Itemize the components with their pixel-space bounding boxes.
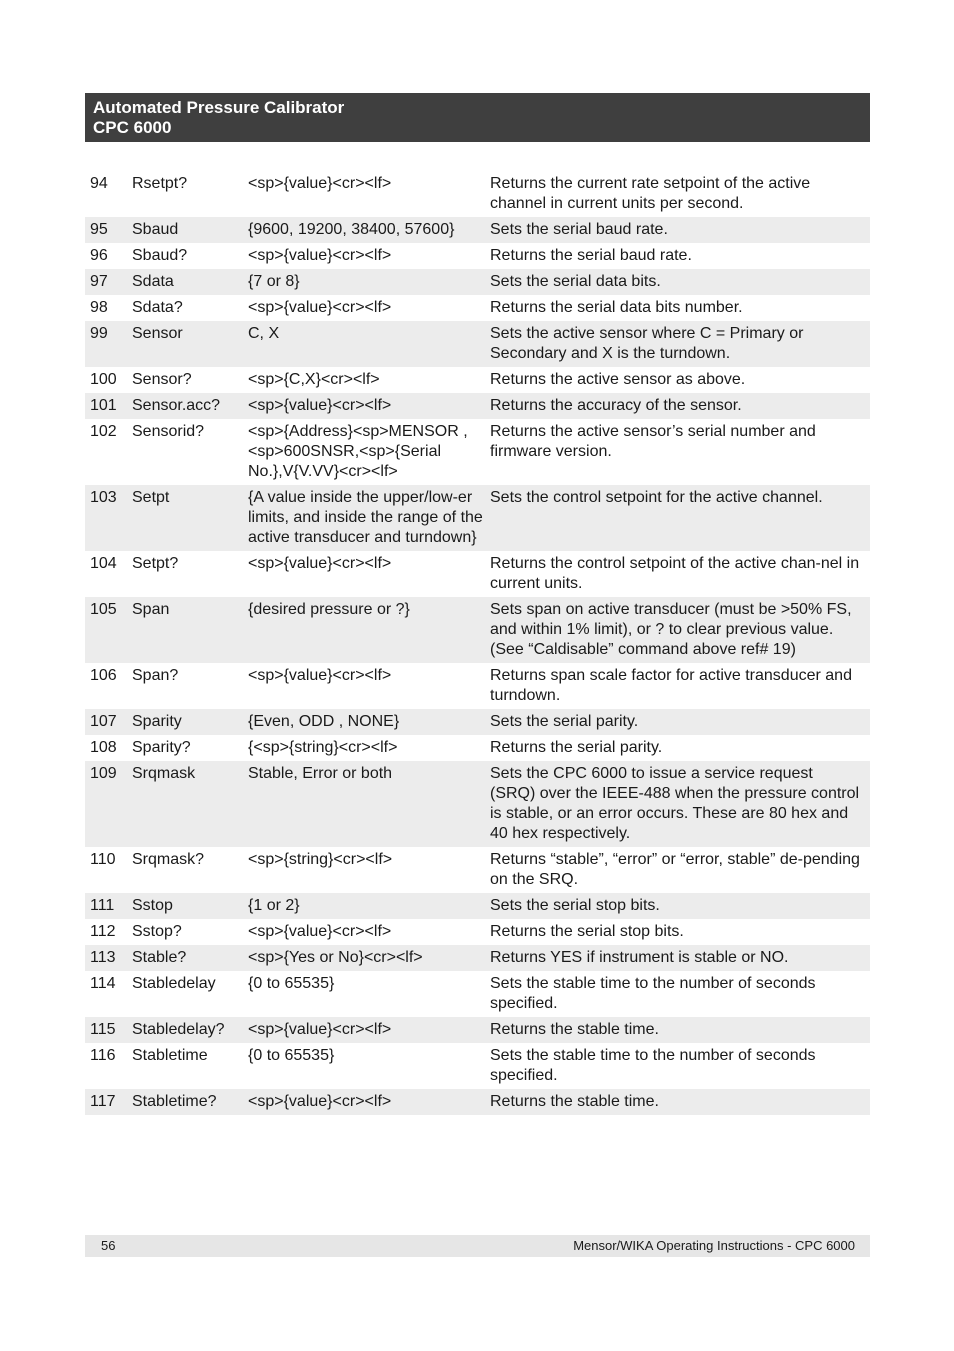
table-row bbox=[85, 485, 870, 551]
row-description: Sets the stable time to the number of seconds specified. bbox=[490, 1047, 816, 1084]
row-parameter: {0 to 65535} bbox=[248, 1047, 335, 1064]
row-description: Sets the serial parity. bbox=[490, 709, 870, 735]
row-parameter: <sp>{C,X}<cr><lf> bbox=[248, 371, 380, 388]
row-command: Stable? bbox=[132, 945, 248, 971]
row-description: Returns the active sensor as above. bbox=[490, 371, 746, 388]
row-number: 115 bbox=[85, 1017, 132, 1043]
row-parameter: <sp>{Address}<sp>MENSOR ,<sp>600SNSR,<sp>{Serial No.},V{V.VV}<cr><lf> bbox=[248, 423, 468, 480]
row-description: Returns the current rate setpoint of the active channel in current units per second. bbox=[490, 175, 811, 212]
row-command: Sdata bbox=[132, 269, 248, 295]
row-number: 101 bbox=[85, 393, 132, 419]
footer-title: Mensor/WIKA Operating Instructions - CPC 6000 bbox=[573, 1238, 855, 1253]
row-number: 98 bbox=[90, 299, 108, 316]
row-number: 109 bbox=[85, 761, 132, 847]
row-parameter: {0 to 65535} bbox=[248, 975, 335, 992]
row-description: Sets the control setpoint for the active channel. bbox=[490, 485, 870, 551]
table-row bbox=[85, 945, 870, 971]
table-row bbox=[85, 171, 870, 217]
row-description: Returns the serial baud rate. bbox=[490, 247, 692, 264]
row-parameter: <sp>{string}<cr><lf> bbox=[248, 851, 393, 868]
row-number: 112 bbox=[90, 923, 116, 940]
table-row bbox=[85, 735, 870, 761]
table-row bbox=[85, 847, 870, 893]
row-command: Stabledelay bbox=[132, 975, 216, 992]
row-command: Setpt bbox=[132, 485, 248, 551]
table-row bbox=[85, 321, 870, 367]
row-number: 114 bbox=[90, 975, 116, 992]
row-description: Returns the stable time. bbox=[490, 1017, 870, 1043]
row-command: Sensor.acc? bbox=[132, 393, 248, 419]
table-row bbox=[85, 367, 870, 393]
row-description: Returns “stable”, “error” or “error, stable” de-pending on the SRQ. bbox=[490, 851, 860, 888]
row-parameter: {7 or 8} bbox=[248, 269, 490, 295]
row-number: 104 bbox=[90, 555, 117, 572]
table-row bbox=[85, 269, 870, 295]
row-command: Span bbox=[132, 597, 248, 663]
header-title: Automated Pressure Calibrator bbox=[93, 98, 345, 117]
row-description: Sets the active sensor where C = Primary or Secondary and X is the turndown. bbox=[490, 321, 870, 367]
row-parameter: <sp>{value}<cr><lf> bbox=[248, 1089, 490, 1115]
row-parameter: C, X bbox=[248, 321, 490, 367]
row-description: Returns YES if instrument is stable or NO. bbox=[490, 945, 870, 971]
table-row bbox=[85, 663, 870, 709]
row-description: Returns the serial parity. bbox=[490, 739, 663, 756]
table-row bbox=[85, 1089, 870, 1115]
row-command: Sbaud bbox=[132, 217, 248, 243]
row-description: Returns the serial stop bits. bbox=[490, 923, 684, 940]
row-description: Sets the serial stop bits. bbox=[490, 893, 870, 919]
row-parameter: <sp>{value}<cr><lf> bbox=[248, 247, 392, 264]
page-footer bbox=[85, 1235, 870, 1257]
command-table bbox=[85, 171, 870, 1115]
row-description: Sets the stable time to the number of seconds specified. bbox=[490, 975, 816, 1012]
row-description: Returns span scale factor for active transducer and turndown. bbox=[490, 667, 852, 704]
row-parameter: {<sp>{string}<cr><lf> bbox=[248, 739, 398, 756]
row-command: Srqmask bbox=[132, 761, 248, 847]
row-number: 99 bbox=[85, 321, 132, 367]
row-number: 117 bbox=[85, 1089, 132, 1115]
row-command: Srqmask? bbox=[132, 851, 205, 868]
table-row bbox=[85, 919, 870, 945]
table-row bbox=[85, 551, 870, 597]
row-parameter: <sp>{value}<cr><lf> bbox=[248, 1017, 490, 1043]
row-command: Sensor bbox=[132, 321, 248, 367]
row-parameter: <sp>{value}<cr><lf> bbox=[248, 175, 392, 192]
row-description: Sets the serial baud rate. bbox=[490, 217, 870, 243]
row-description: Sets span on active transducer (must be >50% FS, and within 1% limit), or ? to clear previous value. (See “Caldisable” command above ref# 19) bbox=[490, 597, 870, 663]
row-command: Sstop? bbox=[132, 923, 182, 940]
row-command: Sdata? bbox=[132, 299, 183, 316]
row-command: Stabletime bbox=[132, 1047, 208, 1064]
row-command: Stabletime? bbox=[132, 1089, 248, 1115]
row-command: Sstop bbox=[132, 893, 248, 919]
row-number: 116 bbox=[90, 1047, 116, 1064]
row-number: 97 bbox=[85, 269, 132, 295]
row-parameter: {Even, ODD , NONE} bbox=[248, 709, 490, 735]
row-number: 108 bbox=[90, 739, 117, 756]
row-number: 107 bbox=[85, 709, 132, 735]
row-parameter: {9600, 19200, 38400, 57600} bbox=[248, 217, 490, 243]
row-number: 106 bbox=[90, 667, 117, 684]
row-description: Returns the stable time. bbox=[490, 1089, 870, 1115]
row-parameter: <sp>{Yes or No}<cr><lf> bbox=[248, 945, 490, 971]
row-parameter: <sp>{value}<cr><lf> bbox=[248, 393, 490, 419]
row-command: Sensorid? bbox=[132, 423, 205, 440]
row-number: 100 bbox=[90, 371, 117, 388]
row-parameter: <sp>{value}<cr><lf> bbox=[248, 667, 392, 684]
page-number: 56 bbox=[101, 1238, 116, 1253]
row-description: Returns the serial data bits number. bbox=[490, 299, 743, 316]
row-parameter: {desired pressure or ?} bbox=[248, 597, 490, 663]
table-row bbox=[85, 217, 870, 243]
row-description: Returns the control setpoint of the active chan-nel in current units. bbox=[490, 555, 860, 592]
row-description: Returns the active sensor’s serial number and firmware version. bbox=[490, 423, 816, 460]
document-header bbox=[85, 93, 870, 142]
row-command: Sparity? bbox=[132, 739, 191, 756]
row-description: Sets the serial data bits. bbox=[490, 269, 870, 295]
table-row bbox=[85, 1043, 870, 1089]
row-parameter: {A value inside the upper/low-er limits, and inside the range of the active transducer and turndown} bbox=[248, 485, 490, 551]
table-row bbox=[85, 761, 870, 847]
row-parameter: Stable, Error or both bbox=[248, 761, 490, 847]
table-row bbox=[85, 1017, 870, 1043]
table-row bbox=[85, 971, 870, 1017]
row-number: 103 bbox=[85, 485, 132, 551]
row-description: Returns the accuracy of the sensor. bbox=[490, 393, 870, 419]
header-model: CPC 6000 bbox=[93, 118, 172, 137]
row-command: Stabledelay? bbox=[132, 1017, 248, 1043]
table-row bbox=[85, 893, 870, 919]
row-number: 95 bbox=[85, 217, 132, 243]
row-number: 96 bbox=[90, 247, 108, 264]
row-command: Sparity bbox=[132, 709, 248, 735]
row-command: Setpt? bbox=[132, 555, 179, 572]
row-number: 110 bbox=[90, 851, 116, 868]
row-parameter: <sp>{value}<cr><lf> bbox=[248, 299, 392, 316]
table-row bbox=[85, 709, 870, 735]
row-parameter: {1 or 2} bbox=[248, 893, 490, 919]
command-table-body bbox=[85, 171, 870, 1115]
table-row bbox=[85, 243, 870, 269]
row-description: Sets the CPC 6000 to issue a service request (SRQ) over the IEEE-488 when the pressure control is stable, or an error occurs. These are 80 hex and 40 hex respectively. bbox=[490, 761, 870, 847]
row-parameter: <sp>{value}<cr><lf> bbox=[248, 923, 392, 940]
row-number: 105 bbox=[85, 597, 132, 663]
row-command: Span? bbox=[132, 667, 179, 684]
table-row bbox=[85, 419, 870, 485]
row-number: 102 bbox=[90, 423, 117, 440]
row-number: 94 bbox=[90, 175, 108, 192]
table-row bbox=[85, 295, 870, 321]
table-row bbox=[85, 597, 870, 663]
row-number: 111 bbox=[85, 893, 132, 919]
row-number: 113 bbox=[85, 945, 132, 971]
row-command: Rsetpt? bbox=[132, 175, 188, 192]
row-command: Sbaud? bbox=[132, 247, 188, 264]
row-command: Sensor? bbox=[132, 371, 192, 388]
row-parameter: <sp>{value}<cr><lf> bbox=[248, 555, 392, 572]
table-row bbox=[85, 393, 870, 419]
